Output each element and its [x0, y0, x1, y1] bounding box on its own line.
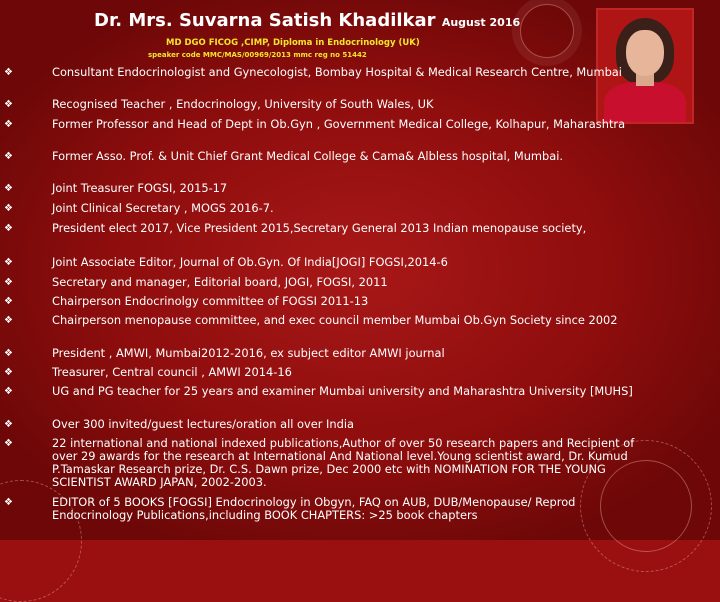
- slide-title: [94, 10, 534, 31]
- diamond-bullet-icon: ❖: [4, 257, 13, 268]
- diamond-bullet-icon: ❖: [4, 183, 13, 194]
- diamond-bullet-icon: ❖: [4, 119, 13, 130]
- diamond-bullet-icon: ❖: [4, 348, 13, 359]
- slide-date: August 2016: [441, 16, 521, 29]
- diamond-bullet-icon: ❖: [4, 203, 13, 214]
- credentials-line: MD DGO FICOG ,CIMP, Diploma in Endocrinology (UK): [166, 38, 420, 48]
- diamond-bullet-icon: ❖: [4, 497, 13, 508]
- diamond-bullet-icon: ❖: [4, 367, 13, 378]
- diamond-bullet-icon: ❖: [4, 296, 13, 307]
- diamond-bullet-icon: ❖: [4, 223, 13, 234]
- diamond-bullet-icon: ❖: [4, 99, 13, 110]
- diamond-bullet-icon: ❖: [4, 419, 13, 430]
- diamond-bullet-icon: ❖: [4, 386, 13, 397]
- diamond-bullet-icon: ❖: [4, 67, 13, 78]
- registration-line: speaker code MMC/MAS/00969/2013 mmc reg no 51442: [148, 51, 367, 59]
- diamond-bullet-icon: ❖: [4, 151, 13, 162]
- diamond-bullet-icon: ❖: [4, 277, 13, 288]
- speaker-name: Dr. Mrs. Suvarna Satish Khadilkar: [94, 10, 436, 31]
- diamond-bullet-icon: ❖: [4, 315, 13, 326]
- diamond-bullet-icon: ❖: [4, 438, 13, 449]
